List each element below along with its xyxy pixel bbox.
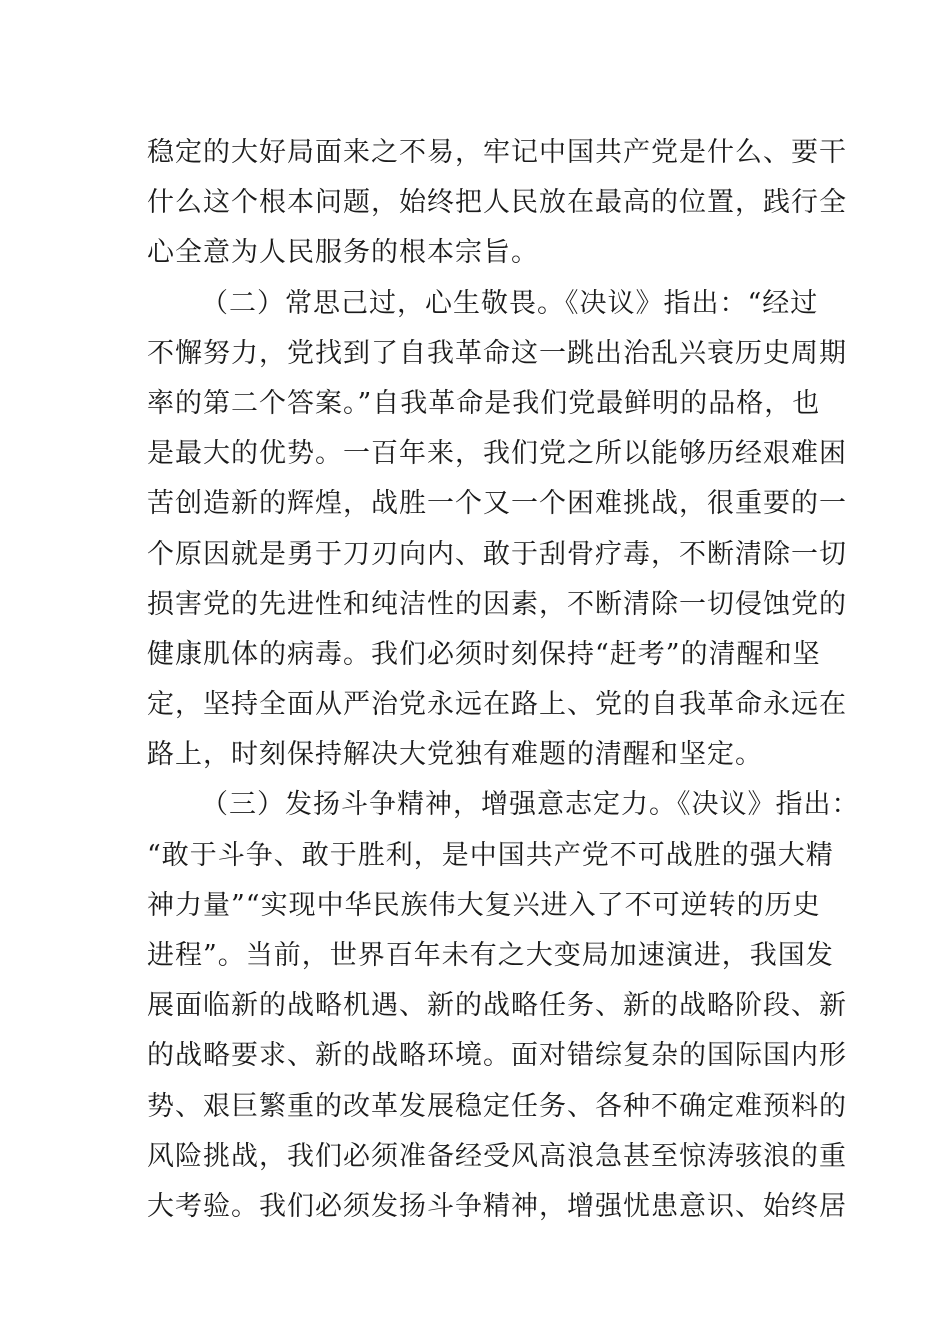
text-line: 不懈努力，党找到了自我革命这一跳出治乱兴衰历史周期 xyxy=(147,337,847,369)
text-line: 什么这个根本问题，始终把人民放在最高的位置，践行全 xyxy=(147,187,847,219)
section-heading-line: （三）发扬斗争精神，增强意志定力。《决议》指出： xyxy=(201,789,860,821)
text-line: 的战略要求、新的战略环境。面对错综复杂的国际国内形 xyxy=(147,1040,847,1072)
text-line: 路上，时刻保持解决大党独有难题的清醒和坚定。 xyxy=(147,739,763,771)
text-line: “敢于斗争、敢于胜利，是中国共产党不可战胜的强大精 xyxy=(147,839,834,871)
text-line: 损害党的先进性和纯洁性的因素，不断清除一切侵蚀党的 xyxy=(147,588,847,620)
text-line: 神力量”“实现中华民族伟大复兴进入了不可逆转的历史 xyxy=(147,889,821,921)
text-line: 势、艰巨繁重的改革发展稳定任务、各种不确定难预料的 xyxy=(147,1090,847,1122)
text-line: 展面临新的战略机遇、新的战略任务、新的战略阶段、新 xyxy=(147,990,847,1022)
text-line: 稳定的大好局面来之不易，牢记中国共产党是什么、要干 xyxy=(147,137,847,168)
text-line: 苦创造新的辉煌，战胜一个又一个困难挑战，很重要的一 xyxy=(147,488,847,520)
text-line: 进程”。当前，世界百年未有之大变局加速演进，我国发 xyxy=(147,940,834,971)
text-line: 率的第二个答案。”自我革命是我们党最鲜明的品格，也 xyxy=(147,387,821,419)
section-heading-line: （二）常思己过，心生敬畏。《决议》指出：“经过 xyxy=(201,287,819,319)
text-line: 风险挑战，我们必须准备经受风高浪急甚至惊涛骇浪的重 xyxy=(147,1140,847,1172)
text-line: 是最大的优势。一百年来，我们党之所以能够历经艰难困 xyxy=(147,438,847,470)
text-line: 定，坚持全面从严治党永远在路上、党的自我革命永远在 xyxy=(147,689,847,721)
text-line: 大考验。我们必须发扬斗争精神，增强忧患意识、始终居 xyxy=(147,1190,847,1222)
text-line: 个原因就是勇于刀刃向内、敢于刮骨疗毒，不断清除一切 xyxy=(147,538,847,570)
text-line: 心全意为人民服务的根本宗旨。 xyxy=(147,237,539,269)
text-line: 健康肌体的病毒。我们必须时刻保持“赶考”的清醒和坚 xyxy=(147,638,821,670)
body-text xyxy=(147,128,860,1232)
